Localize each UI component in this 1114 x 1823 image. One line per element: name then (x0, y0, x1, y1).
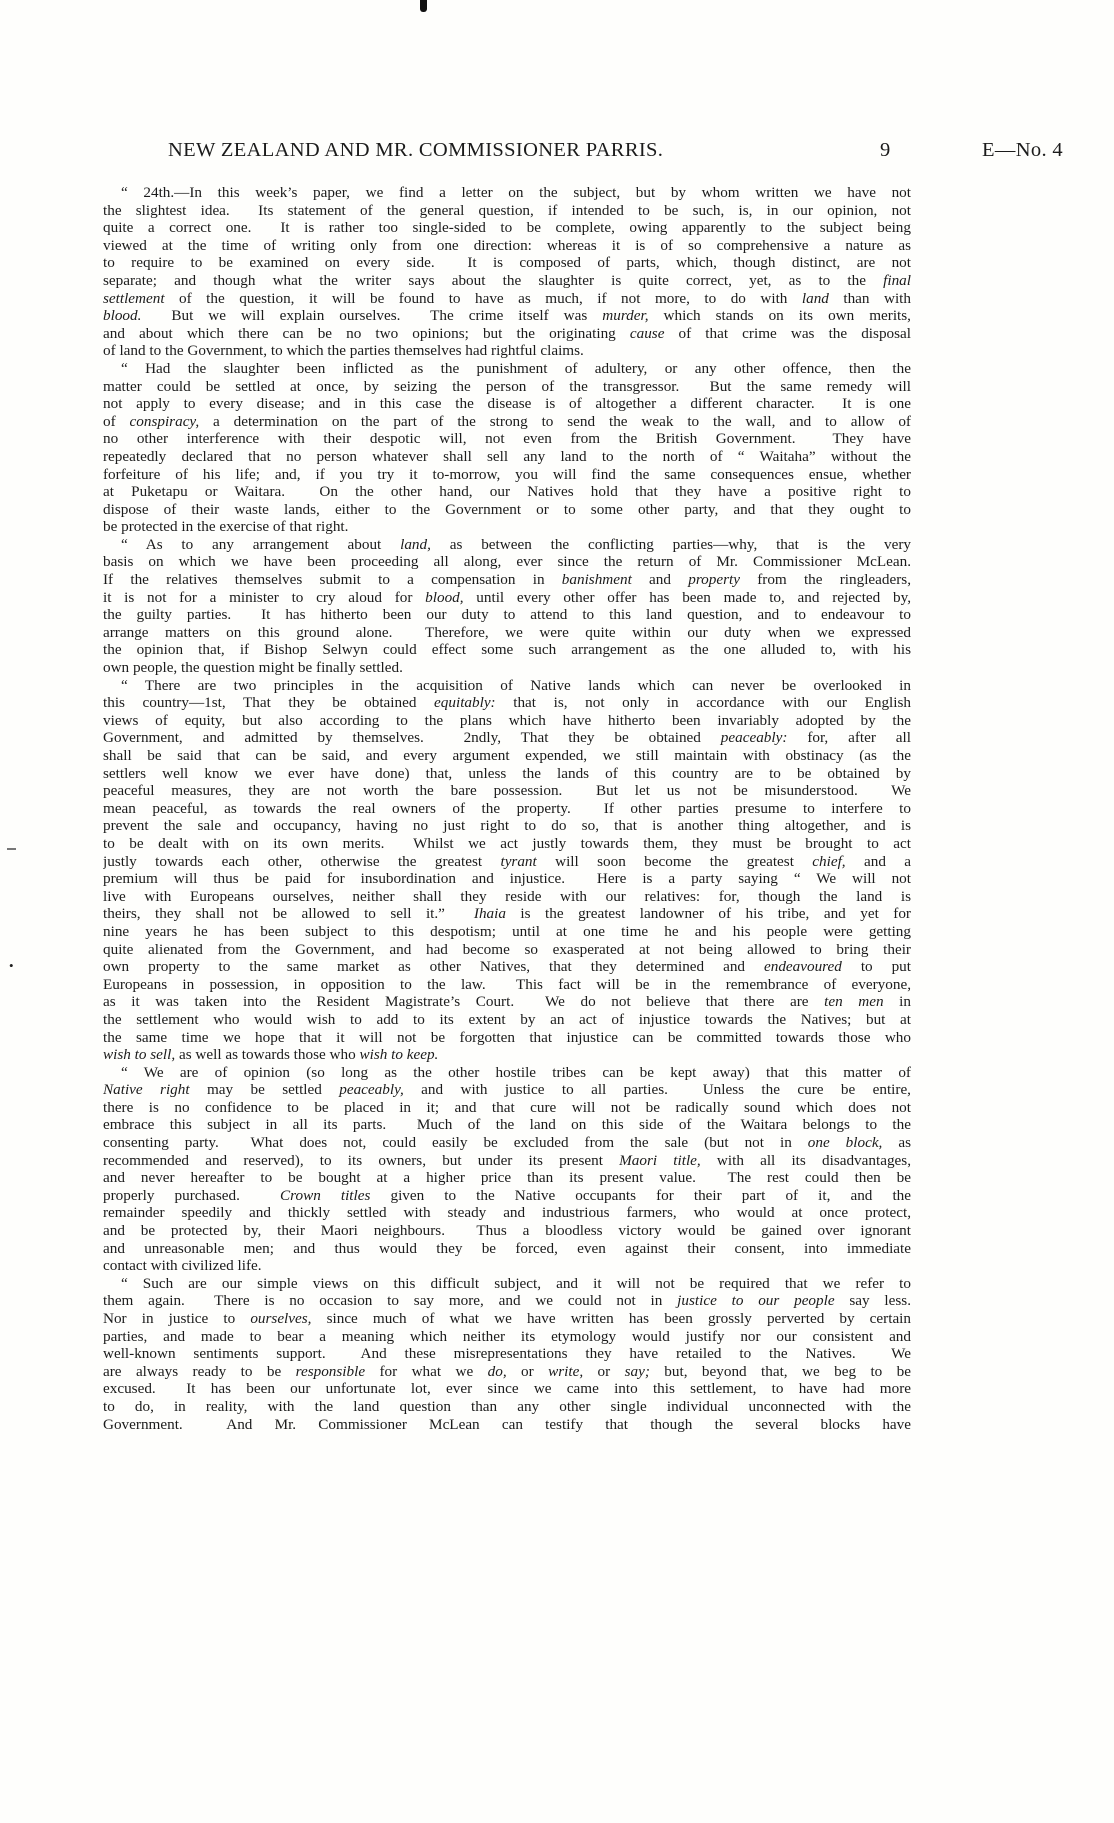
text-line (103, 571, 911, 589)
text-line (103, 747, 911, 765)
text-line (103, 342, 911, 360)
italic-run: wish to sell, (103, 1046, 176, 1064)
text-line (103, 993, 911, 1011)
text-line (103, 1398, 911, 1416)
text-run: not apply to every disease; and in this case the disease is of altogether a different character. It is one (103, 395, 911, 413)
text-run: own property to the same market as other Natives, that they determined and (103, 958, 764, 976)
text-run: the opinion that, if Bishop Selwyn could effect some such arrangement as the one alluded to, with his (103, 641, 911, 659)
text-run: and about which there can be no two opinions; but the originating (103, 324, 630, 342)
italic-run: final (883, 271, 911, 289)
italic-run: responsible (295, 1362, 366, 1380)
text-line (103, 1064, 911, 1082)
text-run: Government. And Mr. Commissioner McLean can testify that though the several blocks have (103, 1415, 911, 1433)
italic-run: cause (629, 324, 665, 342)
text-run: remainder speedily and thickly settled with steady and industrious farmers, who would at once protect, (103, 1204, 911, 1222)
italic-run: murder, (602, 307, 649, 325)
text-run: say less. (834, 1292, 911, 1310)
body-text (103, 184, 911, 1433)
text-line (103, 290, 911, 308)
text-run: consenting party. What does not, could easily be excluded from the sale (but not in (103, 1134, 808, 1152)
text-run: forfeiture of his life; and, if you try it to-morrow, you will find the same consequences ensue, whether (103, 465, 911, 483)
text-run: “ 24th.—In this week’s paper, we find a letter on the subject, but by whom written we have not (121, 184, 911, 201)
text-run: premium will thus be paid for insubordination and injustice. Here is a party saying “ We will not (103, 870, 911, 888)
italic-run: land (801, 289, 829, 307)
text-run: or (506, 1362, 549, 1380)
ink-mark (420, 0, 427, 12)
text-run: at Puketapu or Waitara. On the other hand, our Natives hold that they have a positive right to (103, 483, 911, 501)
text-run: dispose of their waste lands, either to the Government or to some other party, and that they ought to (103, 500, 911, 518)
text-run: quite a correct one. It is rather too single-sided to be complete, owing apparently to the subject being (103, 219, 911, 237)
text-run: until every other offer has been made to, and rejected by, (463, 588, 911, 606)
text-run: which stands on its own merits, (648, 307, 911, 325)
text-run: and be protected by, their Maori neighbours. Thus a bloodless victory would be gained over ignorant (103, 1222, 911, 1240)
text-line (103, 800, 911, 818)
text-line (103, 219, 911, 237)
text-run: justly towards each other, otherwise the greatest (103, 852, 501, 870)
text-run: the settlement who would wish to add to its extent by an act of injustice towards the Natives; but at (103, 1010, 911, 1028)
text-run: of land to the Government, to which the parties themselves had rightful claims. (103, 342, 584, 360)
text-line (103, 817, 911, 835)
text-run: and (631, 571, 689, 589)
running-header (168, 139, 1080, 173)
text-run: and never hereafter to be bought at a higher price than its present value. The rest could then be (103, 1169, 911, 1187)
text-run: with all its disadvantages, (700, 1151, 911, 1169)
italic-run: do, (487, 1362, 507, 1380)
text-line (103, 413, 911, 431)
text-run: arrange matters on this ground alone. Therefore, we were quite within our duty when we expressed (103, 623, 911, 641)
text-run: to require to be examined on every side. It is composed of parts, which, though distinct, are not (103, 254, 911, 272)
text-line (103, 202, 911, 220)
text-line (103, 905, 911, 923)
text-line (103, 1029, 911, 1047)
text-run: or (583, 1362, 625, 1380)
text-run: of (103, 412, 130, 430)
text-line (103, 729, 911, 747)
text-run: this country—1st, That they be obtained (103, 694, 435, 712)
italic-run: chief, (812, 852, 846, 870)
text-line (103, 870, 911, 888)
text-line (103, 923, 911, 941)
text-run: than with (828, 289, 911, 307)
italic-run: say; (624, 1362, 650, 1380)
text-line (103, 1416, 911, 1434)
text-line (103, 1134, 911, 1152)
text-run: it is not for a minister to cry aloud for (103, 588, 426, 606)
italic-run: blood, (425, 588, 464, 606)
text-line (103, 1328, 911, 1346)
text-line (103, 501, 911, 519)
text-run: from the ringleaders, (739, 571, 911, 589)
text-run: as between the conflicting parties—why, that is the very (430, 535, 911, 553)
text-run: basis on which we have been proceeding all along, ever since the return of Mr. Commissioner McLean. (103, 553, 911, 571)
text-run: to do, in reality, with the land question than any other single individual unconnected with the (103, 1397, 911, 1415)
document-reference: E—No. 4 (982, 139, 1064, 161)
text-run: to be dealt with on its own merits. Whilst we act justly towards them, they must be brought to act (103, 834, 911, 852)
text-line (103, 272, 911, 290)
italic-run: justice to our people (677, 1292, 835, 1310)
text-line (103, 1363, 911, 1381)
text-line (103, 1046, 911, 1064)
text-line (103, 518, 911, 536)
text-line (103, 624, 911, 642)
text-run: But we will explain ourselves. The crime itself was (141, 307, 603, 325)
text-line (103, 254, 911, 272)
text-run: matter could be settled at once, by seizing the person of the transgressor. But the same remedy will (103, 377, 911, 395)
text-run: as (882, 1134, 911, 1152)
text-run: for what we (365, 1362, 488, 1380)
text-run: quite alienated from the Government, and had become so exasperated at not being allowed to bring their (103, 940, 911, 958)
text-line (103, 553, 911, 571)
italic-run: peaceably: (720, 729, 788, 747)
text-run: excused. It has been our unfortunate lot, ever since we came into this settlement, to have had more (103, 1380, 911, 1398)
text-run: there is no confidence to be placed in it; and that cure will not be radically sound which does not (103, 1098, 911, 1116)
margin-dot-icon: • (9, 958, 14, 973)
text-line (103, 1011, 911, 1029)
text-line (103, 941, 911, 959)
text-line (103, 1222, 911, 1240)
text-line (103, 1116, 911, 1134)
italic-run: wish to keep. (359, 1046, 439, 1064)
italic-run: blood. (103, 307, 142, 325)
text-line (103, 1099, 911, 1117)
text-run: that is, not only in accordance with our English (495, 694, 911, 712)
text-run: Government, and admitted by themselves. 2ndly, That they be obtained (103, 729, 721, 747)
text-run: is the greatest landowner of his tribe, and yet for (505, 905, 911, 923)
text-run: in (883, 993, 911, 1011)
text-run: of that crime was the disposal (664, 324, 911, 342)
text-run: the same time we hope that it will not be forgotten that injustice can be committed towards those who (103, 1028, 911, 1046)
text-line (103, 237, 911, 255)
text-line (103, 606, 911, 624)
text-run: parties, and made to bear a meaning which neither its etymology would justify nor our consistent and (103, 1327, 911, 1345)
text-run: “ Such are our simple views on this difficult subject, and it will not be required that we refer to (121, 1274, 911, 1292)
italic-run: endeavoured (763, 958, 842, 976)
text-line (103, 1152, 911, 1170)
text-run: the slightest idea. Its statement of the general question, if intended to be such, is, in our opinion, not (103, 201, 911, 219)
text-run: nine years he has been subject to this despotism; until at one time he and his people were getting (103, 922, 911, 940)
text-line (103, 677, 911, 695)
text-run: Europeans in possession, in opposition to the law. This fact will be in the remembrance of everyone, (103, 975, 911, 993)
text-line (103, 307, 911, 325)
text-line (103, 378, 911, 396)
italic-run: Crown titles (280, 1186, 371, 1204)
text-run: mean peaceful, as towards the real owners of the property. If other parties presume to interfere to (103, 799, 911, 817)
text-run: but, beyond that, we beg to be (649, 1362, 911, 1380)
text-line (103, 659, 911, 677)
text-run: and a (845, 852, 911, 870)
italic-run: banishment (561, 571, 632, 589)
text-run: will soon become the greatest (536, 852, 813, 870)
italic-run: equitably: (434, 694, 496, 712)
italic-run: ourselves, (250, 1310, 312, 1327)
text-run: given to the Native occupants for their part of it, and the (370, 1186, 911, 1204)
text-run: properly purchased. (103, 1186, 281, 1204)
text-line (103, 1081, 911, 1099)
text-run: Nor in justice to (103, 1310, 251, 1327)
italic-run: settlement (103, 289, 165, 307)
text-run: views of equity, but also according to the plans which have hitherto been invariably adopted by the (103, 711, 911, 729)
text-line (103, 1257, 911, 1275)
text-run: embrace this subject in all its parts. Much of the land on this side of the Waitara belongs to the (103, 1116, 911, 1134)
text-run: theirs, they shall not be allowed to sell it.” (103, 905, 474, 923)
italic-run: one block, (807, 1134, 883, 1152)
text-line (103, 466, 911, 484)
text-run: recommended and reserved), to its owners, but under its present (103, 1151, 620, 1169)
text-run: shall be said that can be said, and every argument expended, we still maintain with obstinacy (as the (103, 747, 911, 764)
text-run: prevent the sale and occupancy, having no just right to do so, that is another thing altogether, and is (103, 817, 911, 835)
text-run: contact with civilized life. (103, 1257, 262, 1275)
italic-run: Maori title, (619, 1151, 701, 1169)
italic-run: property (688, 571, 740, 589)
text-run: If the relatives themselves submit to a compensation in (103, 571, 562, 589)
text-run: of the question, it will be found to have as much, if not more, to do with (164, 289, 802, 307)
text-line (103, 888, 911, 906)
text-line (103, 536, 911, 554)
text-line (103, 835, 911, 853)
text-run: to put (841, 958, 911, 976)
text-line (103, 448, 911, 466)
text-line (103, 395, 911, 413)
text-line (103, 483, 911, 501)
text-line (103, 1380, 911, 1398)
italic-run: peaceably, (339, 1081, 404, 1099)
text-run: and unreasonable men; and thus would they be forced, even against their consent, into immediate (103, 1239, 911, 1257)
text-line (103, 976, 911, 994)
text-run: live with Europeans ourselves, neither shall they reside with our relatives: for, though the land is (103, 887, 911, 905)
italic-run: conspiracy, (129, 412, 200, 430)
text-run: as well as towards those who (175, 1046, 360, 1064)
text-run: own people, the question might be finally settled. (103, 659, 403, 677)
text-line (103, 360, 911, 378)
text-line (103, 694, 911, 712)
text-run: and with justice to all parties. Unless the cure be entire, (403, 1081, 911, 1099)
text-run: well-known sentiments support. And these misrepresentations they have retailed to the Natives. We (103, 1345, 911, 1363)
text-run: separate; and though what the writer says about the slaughter is quite correct, yet, as to the (103, 271, 884, 289)
text-run: “ As to any arrangement about (121, 535, 401, 553)
italic-run: write, (548, 1362, 584, 1380)
text-line (103, 958, 911, 976)
text-run: “ We are of opinion (so long as the other hostile tribes can be kept away) that this matter of (121, 1063, 911, 1081)
text-run: as it was taken into the Resident Magistrate’s Court. We do not believe that there are (103, 993, 825, 1011)
text-line (103, 430, 911, 448)
margin-mark (7, 848, 16, 850)
text-run: may be settled (189, 1081, 340, 1099)
text-run: no other interference with their despotic will, not even from the British Government. They have (103, 430, 911, 448)
text-line (103, 1169, 911, 1187)
text-line (103, 1292, 911, 1310)
text-line (103, 853, 911, 871)
text-line (103, 1204, 911, 1222)
text-run: “ Had the slaughter been inflicted as the punishment of adultery, or any other offence, then the (121, 359, 911, 377)
text-run: peaceful measures, they are not worth the bare possession. But let us not be misunderstood. We (103, 782, 911, 800)
text-run: the guilty parties. It has hitherto been our duty to attend to this land question, and to endeavour to (103, 606, 911, 624)
text-line (103, 782, 911, 800)
text-line (103, 1310, 911, 1328)
italic-run: land, (400, 535, 431, 553)
page-number: 9 (880, 139, 891, 161)
text-run: settlers well know we ever have done) that, unless the lands of this country are to be obtained by (103, 764, 911, 782)
text-line (103, 1187, 911, 1205)
text-run: since much of what we have written has been grossly perverted by certain (311, 1310, 911, 1327)
italic-run: Ihaia (473, 905, 506, 923)
text-run: viewed at the time of writing only from one direction: whereas it is of so comprehensive a nature as (103, 236, 911, 254)
text-run: “ There are two principles in the acquisition of Native lands which can never be overlooked in (121, 676, 911, 694)
text-line (103, 184, 911, 202)
text-run: are always ready to be (103, 1362, 296, 1380)
text-run: repeatedly declared that no person whatever shall sell any land to the north of “ Waitaha” without the (103, 447, 911, 465)
text-line (103, 589, 911, 607)
text-line (103, 1275, 911, 1293)
text-line (103, 1240, 911, 1258)
italic-run: Native right (103, 1081, 190, 1099)
text-run: a determination on the part of the strong to send the weak to the wall, and to allow of (199, 412, 911, 430)
italic-run: tyrant (500, 852, 537, 870)
text-line (103, 641, 911, 659)
italic-run: ten men (824, 993, 884, 1011)
text-run: for, after all (787, 729, 911, 747)
running-title: NEW ZEALAND AND MR. COMMISSIONER PARRIS. (168, 139, 664, 161)
text-run: be protected in the exercise of that right. (103, 518, 349, 536)
text-run: them again. There is no occasion to say more, and we could not in (103, 1292, 678, 1310)
text-line (103, 1345, 911, 1363)
text-line (103, 712, 911, 730)
text-line (103, 765, 911, 783)
text-line (103, 325, 911, 343)
